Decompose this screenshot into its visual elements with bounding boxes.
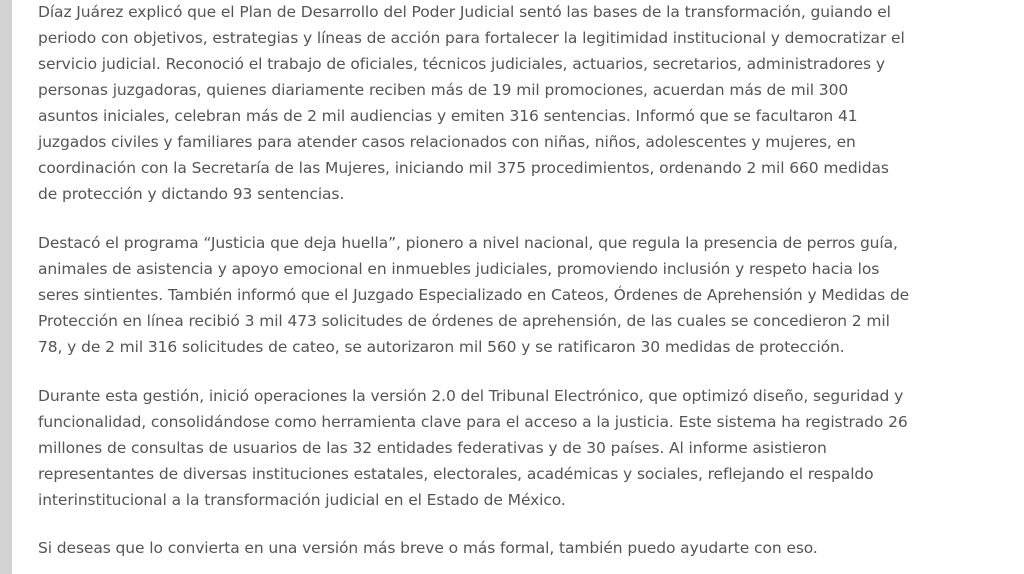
- paragraph-closing-offer: Si deseas que lo convierta en una versión más breve o más formal, también puedo ayudarte con eso.: [38, 539, 818, 557]
- paragraph-plan-desarrollo: Díaz Juárez explicó que el Plan de Desarrollo del Poder Judicial sentó las bases de la transformación, guiando el periodo con objetivos, estrategias y líneas de acción para fortalecer la legitimidad institucional y democratizar el servicio judicial. Reconoció el trabajo de oficiales, técnicos judiciales, actuarios, secretarios, administradores y personas juzgadoras, quienes diariamente reciben más de 19 mil promociones, acuerdan más de mil 300 asuntos iniciales, celebran más de 2 mil audiencias y emiten 316 sentencias. Informó que se facultaron 41 juzgados civiles y familiares para atender casos relacionados con niñas, niños, adolescentes y mujeres, en coordinación con la Secretaría de las Mujeres, iniciando mil 375 procedimientos, ordenando 2 mil 660 medidas de protección y dictando 93 sentencias.: [38, 3, 905, 203]
- paragraph-tribunal-electronico: Durante esta gestión, inició operaciones la versión 2.0 del Tribunal Electrónico, que optimizó diseño, seguridad y funcionalidad, consolidándose como herramienta clave para el acceso a la justicia. Este sistema ha registrado 26 millones de consultas de usuarios de las 32 entidades federativas y de 30 países. Al informe asistieron representantes de diversas instituciones estatales, electorales, académicas y sociales, reflejando el respaldo interinstitucional a la transformación judicial en el Estado de México.: [38, 387, 908, 509]
- left-border-strip: [0, 0, 12, 574]
- paragraph-justicia-huella: Destacó el programa “Justicia que deja huella”, pionero a nivel nacional, que regula la presencia de perros guía, animales de asistencia y apoyo emocional en inmuebles judiciales, promoviendo inclusión y respeto hacia los seres sintientes. También informó que el Juzgado Especializado en Cateos, Órdenes de Aprehensión y Medidas de Protección en línea recibió 3 mil 473 solicitudes de órdenes de aprehensión, de las cuales se concedieron 2 mil 78, y de 2 mil 316 solicitudes de cateo, se autorizaron mil 560 y se ratificaron 30 medidas de protección.: [38, 234, 910, 356]
